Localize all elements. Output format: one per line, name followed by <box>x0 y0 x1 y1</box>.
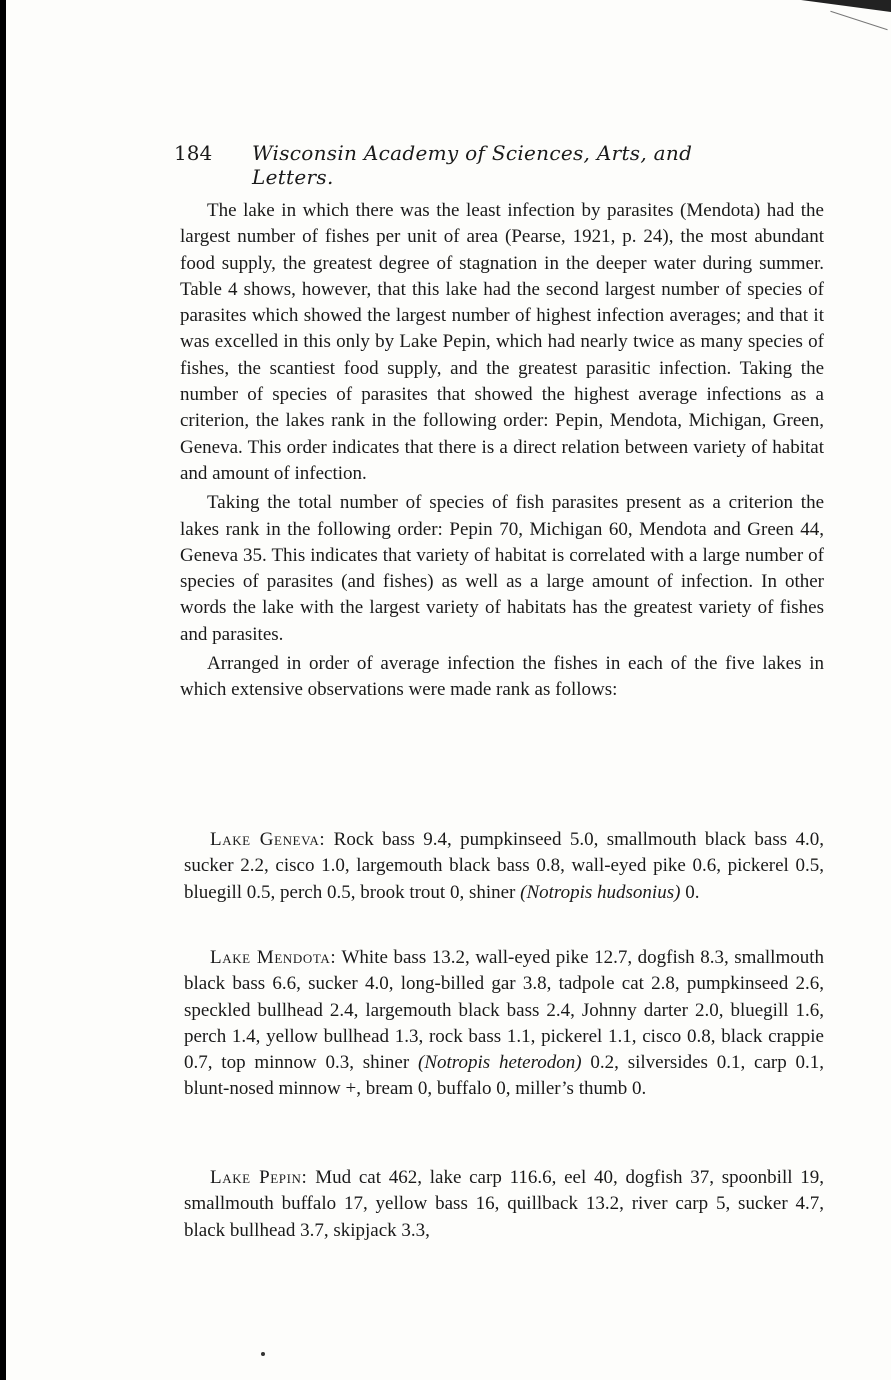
lake-geneva-name: Lake Geneva: <box>210 829 326 850</box>
lake-geneva-text: Rock bass 9.4, pumpkinseed 5.0, smallmouth black bass 4.0, sucker 2.2, cisco 1.0, largemouth black bass 0.8, wall-eyed pike 0.6, pickerel 0.5, bluegill 0.5, perch 0.5, brook trout 0, shiner <box>184 829 824 903</box>
page-number: 184 <box>174 141 213 165</box>
lake-geneva-text-end: 0. <box>685 881 700 903</box>
paragraph-1: The lake in which there was the least infection by parasites (Mendota) had the largest number of fishes per unit of area (Pearse, 1921, p. 24), the most abundant food supply, the greatest degree of stagnation in the deeper water during summer. Table 4 shows, however, that this lake had the second largest number of species of parasites which showed the largest number of highest infection averages; and that it was excelled in this only by Lake Pepin, which had nearly twice as many species of fishes, the scantiest food supply, and the greatest parasitic infection. Taking the number of species of parasites that showed the highest average infections as a criterion, the lakes rank in the following order: Pepin, Mendota, Michigan, Green, Geneva. This order indicates that there is a direct relation between variety of habitat and amount of infection. <box>180 200 824 484</box>
lake-geneva-entry <box>184 827 824 906</box>
ink-speck <box>261 1352 265 1356</box>
journal-title: Wisconsin Academy of Sciences, Arts, and Letters. <box>252 141 693 189</box>
body-text <box>180 198 824 704</box>
paragraph-3: Arranged in order of average infection the fishes in each of the five lakes in which extensive observations were made rank as follows: <box>180 653 824 701</box>
page-corner-shadow <box>801 0 891 12</box>
lake-mendota-text: White bass 13.2, wall-eyed pike 12.7, dogfish 8.3, smallmouth black bass 6.6, sucker 4.0, long-billed gar 3.8, tadpole cat 2.8, pumpkinseed 2.6, speckled bullhead 2.4, largemouth black bass 2.4, Johnny darter 2.0, bluegill 1.6, perch 1.4, yellow bullhead 1.3, rock bass 1.1, pickerel 1.1, cisco 0.8, black crappie 0.7, top minnow 0.3, shiner <box>184 947 824 1074</box>
running-header <box>174 141 774 189</box>
paragraph-2: Taking the total number of species of fish parasites present as a criterion the lakes rank in the following order: Pepin 70, Michigan 60, Mendota and Green 44, Geneva 35. This indicates that variety of habitat is correlated with a large number of species of parasites (and fishes) as well as a large amount of infection. In other words the lake with the largest variety of habitats has the greatest variety of fishes and parasites. <box>180 492 824 645</box>
scanned-page <box>6 0 891 1380</box>
lake-mendota-name: Lake Mendota: <box>210 947 337 968</box>
lake-pepin-name: Lake Pepin: <box>210 1167 308 1188</box>
lake-mendota-text-end: 0.2, silversides 0.1, carp 0.1, blunt-nosed minnow +, bream 0, buffalo 0, miller’s thumb 0. <box>184 1052 825 1100</box>
lake-mendota-entry <box>184 945 824 1103</box>
lake-pepin-entry <box>184 1165 824 1244</box>
lake-geneva-species: (Notropis hudsonius) <box>520 881 681 903</box>
lake-pepin-text: Mud cat 462, lake carp 116.6, eel 40, dogfish 37, spoonbill 19, smallmouth buffalo 17, yellow bass 16, quillback 13.2, river carp 5, sucker 4.7, black bullhead 3.7, skipjack 3.3, <box>184 1167 824 1241</box>
lake-mendota-species: (Notropis heterodon) <box>418 1052 582 1074</box>
page-corner-line <box>830 11 887 30</box>
